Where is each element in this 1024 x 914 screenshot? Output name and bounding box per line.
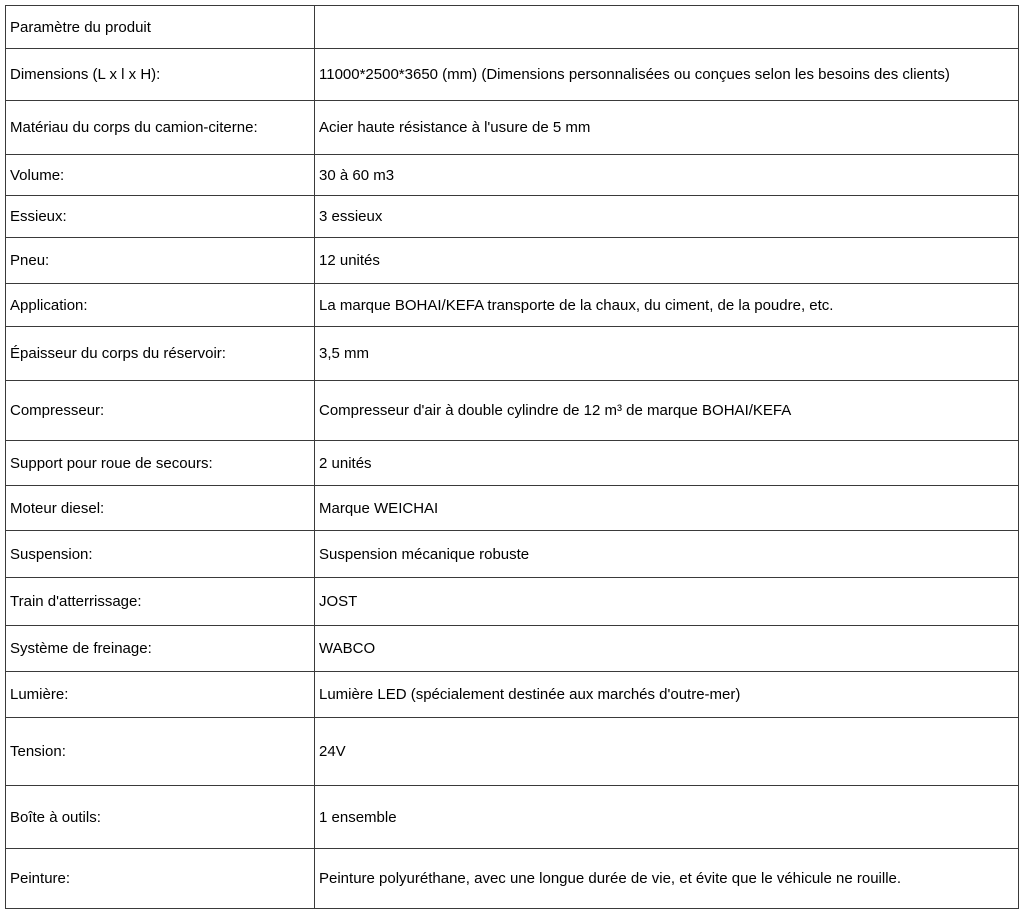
table-row	[6, 381, 1019, 441]
table-row	[6, 849, 1019, 909]
param-label: Support pour roue de secours:	[6, 441, 315, 486]
param-value: 2 unités	[315, 441, 1019, 486]
table-row	[6, 196, 1019, 238]
table-row	[6, 101, 1019, 155]
param-value: 3 essieux	[315, 196, 1019, 238]
param-label: Suspension:	[6, 531, 315, 578]
table-row	[6, 441, 1019, 486]
param-value: 1 ensemble	[315, 786, 1019, 849]
param-value: Suspension mécanique robuste	[315, 531, 1019, 578]
parameter-table-container	[5, 5, 1018, 909]
param-label: Pneu:	[6, 238, 315, 284]
param-label: Volume:	[6, 155, 315, 196]
table-row	[6, 718, 1019, 786]
param-label: Application:	[6, 284, 315, 327]
table-row	[6, 327, 1019, 381]
param-value: Marque WEICHAI	[315, 486, 1019, 531]
table-header-row	[6, 6, 1019, 49]
param-label: Essieux:	[6, 196, 315, 238]
param-label: Compresseur:	[6, 381, 315, 441]
table-row	[6, 238, 1019, 284]
param-value: Compresseur d'air à double cylindre de 12 m³ de marque BOHAI/KEFA	[315, 381, 1019, 441]
param-label: Boîte à outils:	[6, 786, 315, 849]
table-row	[6, 49, 1019, 101]
param-label: Tension:	[6, 718, 315, 786]
param-label: Épaisseur du corps du réservoir:	[6, 327, 315, 381]
param-value: Peinture polyuréthane, avec une longue durée de vie, et évite que le véhicule ne rouille.	[315, 849, 1019, 909]
param-label: Peinture:	[6, 849, 315, 909]
table-header-label: Paramètre du produit	[6, 6, 315, 49]
param-value: La marque BOHAI/KEFA transporte de la chaux, du ciment, de la poudre, etc.	[315, 284, 1019, 327]
param-value: JOST	[315, 578, 1019, 626]
param-value: 30 à 60 m3	[315, 155, 1019, 196]
table-row	[6, 786, 1019, 849]
table-row	[6, 531, 1019, 578]
param-value: Lumière LED (spécialement destinée aux marchés d'outre-mer)	[315, 672, 1019, 718]
param-label: Matériau du corps du camion-citerne:	[6, 101, 315, 155]
param-value: 11000*2500*3650 (mm) (Dimensions personnalisées ou conçues selon les besoins des clients)	[315, 49, 1019, 101]
param-value: Acier haute résistance à l'usure de 5 mm	[315, 101, 1019, 155]
param-value: 3,5 mm	[315, 327, 1019, 381]
table-row	[6, 578, 1019, 626]
param-value: 12 unités	[315, 238, 1019, 284]
table-row	[6, 626, 1019, 672]
param-label: Lumière:	[6, 672, 315, 718]
param-value: 24V	[315, 718, 1019, 786]
param-label: Dimensions (L x l x H):	[6, 49, 315, 101]
param-label: Système de freinage:	[6, 626, 315, 672]
table-row	[6, 155, 1019, 196]
table-row	[6, 672, 1019, 718]
parameter-table	[5, 5, 1019, 909]
param-label: Train d'atterrissage:	[6, 578, 315, 626]
table-row	[6, 284, 1019, 327]
param-label: Moteur diesel:	[6, 486, 315, 531]
table-row	[6, 486, 1019, 531]
table-header-value	[315, 6, 1019, 49]
param-value: WABCO	[315, 626, 1019, 672]
